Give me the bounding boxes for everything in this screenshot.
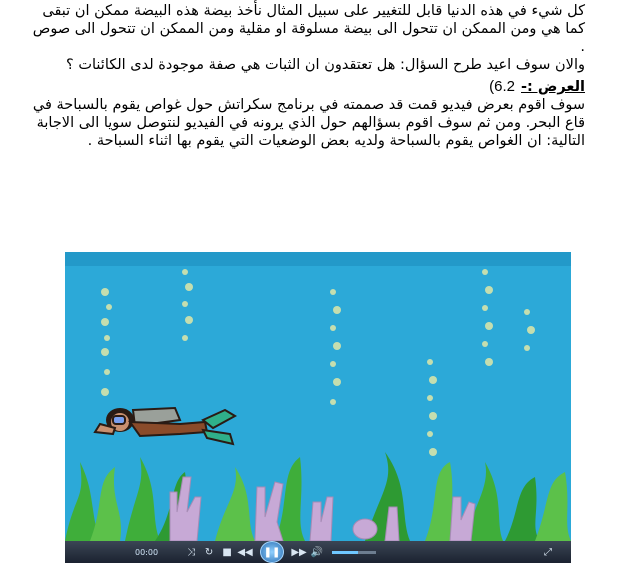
pause-button[interactable]: ❚❚ xyxy=(260,541,284,563)
video-controls xyxy=(65,541,571,563)
section-title: العرض :- xyxy=(521,79,585,95)
paragraph-intro: كل شيء في هذه الدنيا قابل للتغيير على سبيل المثال نأخذ بيضة هذه البيضة ممكن ان تبقى كما هي ومن الممكن ان تتحول الى بيضة مسلوقة او مقلية ومن الممكن ان تتحول الى صوص . xyxy=(32,3,585,55)
volume-slider[interactable] xyxy=(332,551,376,554)
previous-icon[interactable]: ◀◀ xyxy=(237,546,253,558)
paragraph-question: والان سوف اعيد طرح السؤال: هل تعتقدون ان الثبات هي صفة موجودة لدى الكائنات ؟ xyxy=(66,57,585,73)
paragraph-presentation: سوف اقوم بعرض فيديو قمت قد صممته في برنامج سكراتش حول غواص يقوم بالسباحة في قاع البحر. ومن ثم سوف اقوم بسؤالهم حول الذي يرونه في الفيديو لنتوصل سويا الى الاجابة التالية: ان الغواص يقوم بالسباحة ولديه بعض الوضعيات التي يقوم بها اثناء السباحة . xyxy=(32,97,585,149)
video-frame xyxy=(65,252,571,541)
repeat-icon[interactable]: ↻ xyxy=(204,546,214,558)
next-icon[interactable]: ▶▶ xyxy=(291,546,307,558)
shuffle-icon[interactable]: ⤨ xyxy=(187,546,196,558)
section-heading xyxy=(25,78,585,96)
volume-icon[interactable]: 🔊 xyxy=(310,546,324,558)
video-player[interactable] xyxy=(65,252,571,563)
stop-icon[interactable]: ■ xyxy=(222,546,232,558)
section-number: 6.2) xyxy=(489,78,515,95)
fullscreen-icon[interactable]: ⤢ xyxy=(544,546,552,558)
document-body xyxy=(25,0,585,150)
playback-time: 00:00 xyxy=(135,547,159,557)
volume-level xyxy=(332,551,358,554)
